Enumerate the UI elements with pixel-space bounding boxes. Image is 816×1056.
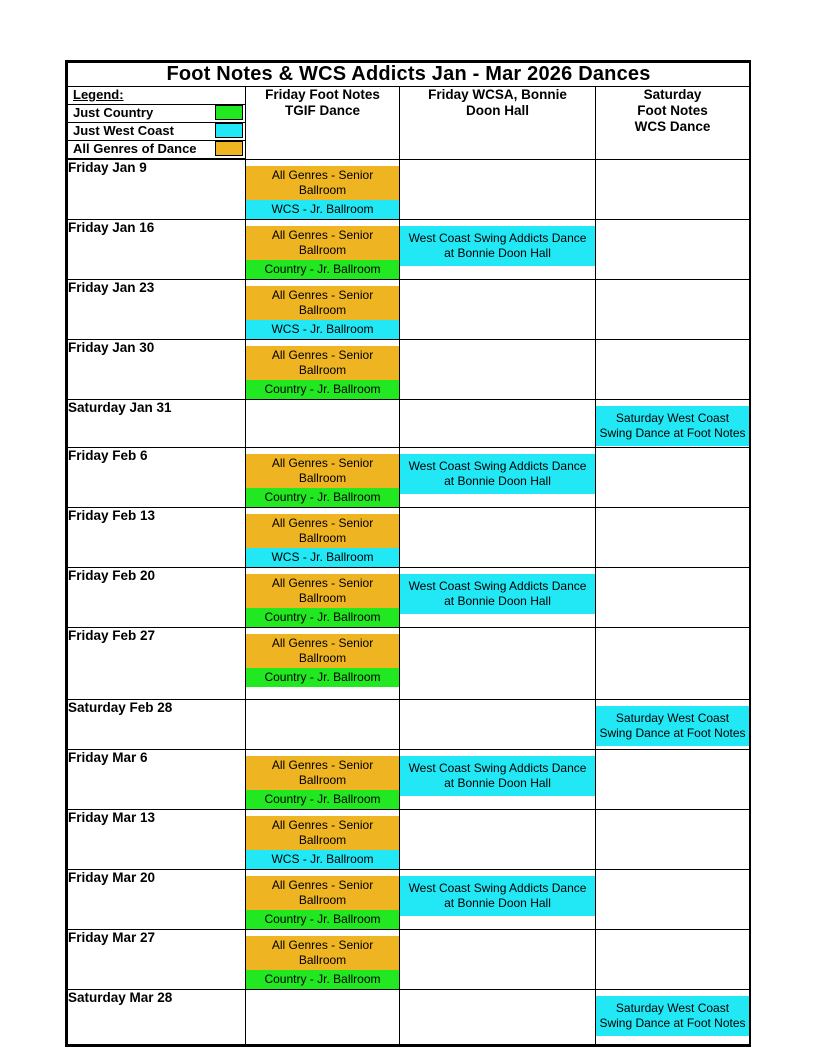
event-chip: West Coast Swing Addicts Dance at Bonnie Doon Hall: [400, 876, 595, 916]
row-date: Friday Feb 6: [68, 448, 246, 508]
cell-footnotes: [246, 628, 400, 700]
cell-saturday: [596, 568, 750, 628]
column-header-line: Foot Notes: [637, 103, 708, 118]
column-header-line: WCS Dance: [634, 119, 711, 134]
event-chip: Country - Jr. Ballroom: [246, 910, 399, 929]
row-date: Friday Jan 9: [68, 160, 246, 220]
cell-footnotes: [246, 810, 400, 870]
event-chip: All Genres - Senior Ballroom: [246, 936, 399, 970]
legend-heading: Legend:: [73, 87, 124, 102]
cell-saturday: [596, 628, 750, 700]
cell-wcsa: [400, 400, 596, 448]
table-row: [68, 280, 750, 340]
cell-footnotes: [246, 700, 400, 750]
cell-saturday: [596, 700, 750, 750]
cell-wcsa: [400, 700, 596, 750]
legend-swatch-country: [215, 105, 243, 120]
event-chip: Country - Jr. Ballroom: [246, 970, 399, 989]
schedule-table: [67, 62, 750, 1045]
cell-footnotes: [246, 280, 400, 340]
event-chip: Saturday West Coast Swing Dance at Foot Notes: [596, 406, 749, 446]
cell-footnotes: [246, 508, 400, 568]
event-chip: Country - Jr. Ballroom: [246, 260, 399, 279]
event-chip: All Genres - Senior Ballroom: [246, 756, 399, 790]
legend-label: Just West Coast: [68, 123, 215, 141]
row-date: Friday Feb 27: [68, 628, 246, 700]
event-chip: Country - Jr. Ballroom: [246, 488, 399, 507]
cell-wcsa: [400, 448, 596, 508]
cell-footnotes: [246, 568, 400, 628]
legend-swatch-all-genres: [215, 141, 243, 156]
legend-item: [68, 141, 245, 159]
dance-schedule-sheet: [65, 60, 751, 1047]
table-row: [68, 810, 750, 870]
column-header-footnotes: [246, 87, 400, 160]
cell-saturday: [596, 400, 750, 448]
row-date: Friday Mar 6: [68, 750, 246, 810]
cell-saturday: [596, 220, 750, 280]
event-chip: West Coast Swing Addicts Dance at Bonnie Doon Hall: [400, 226, 595, 266]
cell-wcsa: [400, 568, 596, 628]
table-row: [68, 160, 750, 220]
row-date: Saturday Jan 31: [68, 400, 246, 448]
table-row: [68, 870, 750, 930]
row-date: Friday Mar 13: [68, 810, 246, 870]
row-date: Friday Jan 16: [68, 220, 246, 280]
row-date: Saturday Feb 28: [68, 700, 246, 750]
legend-item: [68, 105, 245, 123]
row-date: Friday Mar 20: [68, 870, 246, 930]
event-chip: West Coast Swing Addicts Dance at Bonnie Doon Hall: [400, 756, 595, 796]
cell-saturday: [596, 160, 750, 220]
event-chip: WCS - Jr. Ballroom: [246, 200, 399, 219]
event-chip: All Genres - Senior Ballroom: [246, 816, 399, 850]
column-header-line: TGIF Dance: [284, 103, 360, 118]
cell-wcsa: [400, 750, 596, 810]
row-date: Saturday Mar 28: [68, 990, 246, 1045]
cell-wcsa: [400, 628, 596, 700]
event-chip: All Genres - Senior Ballroom: [246, 346, 399, 380]
cell-wcsa: [400, 870, 596, 930]
cell-saturday: [596, 508, 750, 568]
cell-saturday: [596, 750, 750, 810]
column-header-line: Friday WCSA, Bonnie: [428, 87, 567, 102]
cell-saturday: [596, 810, 750, 870]
table-row: [68, 700, 750, 750]
table-row: [68, 508, 750, 568]
event-chip: WCS - Jr. Ballroom: [246, 548, 399, 567]
cell-footnotes: [246, 340, 400, 400]
event-chip: All Genres - Senior Ballroom: [246, 574, 399, 608]
event-chip: All Genres - Senior Ballroom: [246, 876, 399, 910]
cell-saturday: [596, 280, 750, 340]
event-chip: All Genres - Senior Ballroom: [246, 286, 399, 320]
event-chip: West Coast Swing Addicts Dance at Bonnie Doon Hall: [400, 574, 595, 614]
cell-footnotes: [246, 220, 400, 280]
event-chip: All Genres - Senior Ballroom: [246, 454, 399, 488]
table-row: [68, 340, 750, 400]
cell-saturday: [596, 930, 750, 990]
cell-footnotes: [246, 400, 400, 448]
event-chip: All Genres - Senior Ballroom: [246, 634, 399, 668]
event-chip: WCS - Jr. Ballroom: [246, 850, 399, 869]
row-date: Friday Feb 20: [68, 568, 246, 628]
column-header-line: Doon Hall: [466, 103, 529, 118]
event-chip: Country - Jr. Ballroom: [246, 668, 399, 687]
event-chip: All Genres - Senior Ballroom: [246, 226, 399, 260]
table-row: [68, 930, 750, 990]
table-row: [68, 220, 750, 280]
cell-footnotes: [246, 750, 400, 810]
cell-wcsa: [400, 160, 596, 220]
schedule-rows: [68, 160, 750, 1045]
event-chip: Saturday West Coast Swing Dance at Foot Notes: [596, 996, 749, 1036]
table-row: [68, 448, 750, 508]
cell-wcsa: [400, 810, 596, 870]
event-chip: Country - Jr. Ballroom: [246, 380, 399, 399]
column-header-wcsa: [400, 87, 596, 160]
column-header-line: Saturday: [643, 87, 702, 102]
event-chip: WCS - Jr. Ballroom: [246, 320, 399, 339]
cell-wcsa: [400, 340, 596, 400]
column-header-line: Friday Foot Notes: [265, 87, 380, 102]
column-header-saturday: [596, 87, 750, 160]
cell-saturday: [596, 870, 750, 930]
legend-label: Just Country: [68, 105, 215, 123]
cell-wcsa: [400, 930, 596, 990]
cell-wcsa: [400, 990, 596, 1045]
cell-footnotes: [246, 448, 400, 508]
table-row: [68, 628, 750, 700]
cell-footnotes: [246, 160, 400, 220]
legend-heading-row: [68, 87, 245, 105]
cell-footnotes: [246, 930, 400, 990]
title-row: [68, 63, 750, 87]
event-chip: Country - Jr. Ballroom: [246, 790, 399, 809]
table-row: [68, 568, 750, 628]
cell-wcsa: [400, 220, 596, 280]
header-row: [68, 87, 750, 160]
cell-saturday: [596, 340, 750, 400]
cell-saturday: [596, 448, 750, 508]
event-chip: Country - Jr. Ballroom: [246, 608, 399, 627]
cell-footnotes: [246, 870, 400, 930]
event-chip: All Genres - Senior Ballroom: [246, 514, 399, 548]
event-chip: Saturday West Coast Swing Dance at Foot Notes: [596, 706, 749, 746]
table-row: [68, 400, 750, 448]
page-title: Foot Notes & WCS Addicts Jan - Mar 2026 Dances: [68, 63, 750, 87]
table-row: [68, 990, 750, 1045]
table-row: [68, 750, 750, 810]
cell-footnotes: [246, 990, 400, 1045]
row-date: Friday Jan 23: [68, 280, 246, 340]
cell-wcsa: [400, 508, 596, 568]
event-chip: All Genres - Senior Ballroom: [246, 166, 399, 200]
event-chip: West Coast Swing Addicts Dance at Bonnie Doon Hall: [400, 454, 595, 494]
legend-item: [68, 123, 245, 141]
legend-label: All Genres of Dance: [68, 141, 215, 159]
legend-swatch-west-coast: [215, 123, 243, 138]
row-date: Friday Mar 27: [68, 930, 246, 990]
legend: [68, 87, 246, 160]
row-date: Friday Jan 30: [68, 340, 246, 400]
cell-wcsa: [400, 280, 596, 340]
cell-saturday: [596, 990, 750, 1045]
row-date: Friday Feb 13: [68, 508, 246, 568]
